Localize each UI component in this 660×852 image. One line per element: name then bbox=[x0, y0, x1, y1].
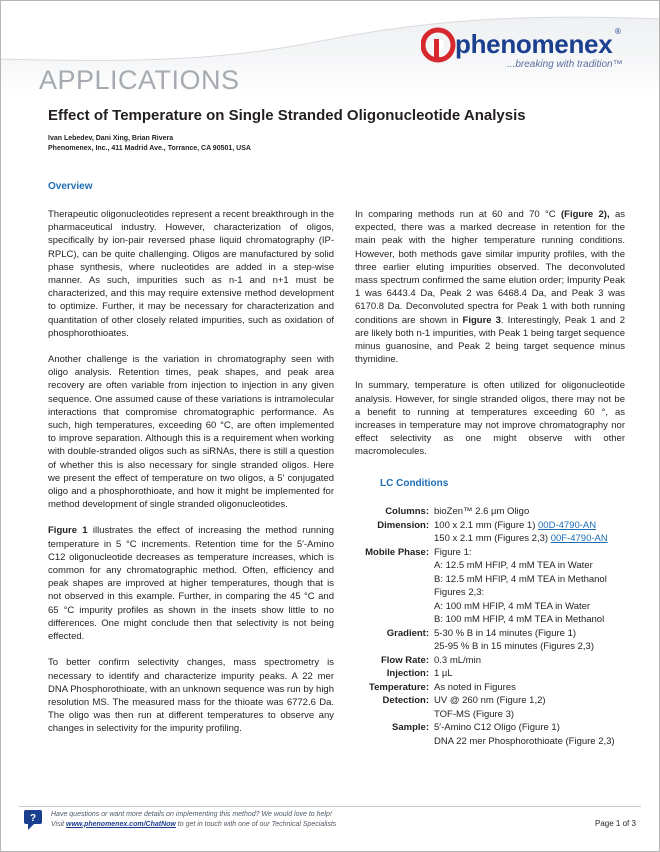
svg-text:?: ? bbox=[29, 813, 37, 824]
lc-conditions-heading: LC Conditions bbox=[380, 478, 449, 489]
lc-row-detection bbox=[353, 694, 638, 721]
paragraph: In summary, temperature is often utilized for oligonucleotide analysis. However, for single stranded oligos, there may not be a benefit to running at temperatures exceeding 60 °, as increases in temperature may not improve chromatography nor effect selectivity as one might observe with other macromolecules. bbox=[355, 380, 625, 458]
footer-line-2 bbox=[51, 820, 336, 830]
phenomenex-logo-icon bbox=[421, 27, 457, 63]
lc-value-line: A: 100 mM HFIP, 4 mM TEA in Water bbox=[434, 600, 591, 612]
overview-heading: Overview bbox=[48, 181, 93, 192]
chat-help-icon[interactable] bbox=[23, 809, 43, 831]
lc-label: Injection: bbox=[386, 668, 429, 679]
lc-label: Mobile Phase: bbox=[365, 546, 429, 558]
footer-divider bbox=[19, 806, 641, 807]
footer-help-text bbox=[51, 810, 336, 829]
author-names: Ivan Lebedev, Dani Xing, Brian Rivera bbox=[48, 135, 174, 142]
paragraph: Another challenge is the variation in chromatography seen with oligo analysis. Retention times, peak shapes, and peak area recovery are often variable from injection to injection in any given sequence. One assumed cause of these variations is intramolecular interactions that compromise chromatographic performance. As such, high temperatures, exceeding 60 °C, are often implemented to improve separation. Although this is a requirement when working with double-stranded oligos such as siRNAs, there is still a question of whether this is also necessary for single stranded oligos. Here we present the effect of temperature on two oligos, a 5′ conjugated oligo and a phosphorothioate, and how it might be implemented for method development of single stranded oligonucleotides. bbox=[48, 354, 334, 511]
lc-value-line: 25-95 % B in 15 minutes (Figures 2,3) bbox=[434, 641, 594, 652]
document-title: Effect of Temperature on Single Stranded Oligonucleotide Analysis bbox=[48, 107, 526, 124]
lc-value: 0.3 mL/min bbox=[434, 654, 481, 666]
lc-row-dimension bbox=[353, 519, 638, 546]
part-number-link[interactable]: 00D-4790-AN bbox=[538, 519, 597, 531]
figure-ref: Figure 3 bbox=[462, 314, 501, 326]
lc-value-line: TOF-MS (Figure 3) bbox=[434, 708, 515, 720]
footer-text-part: Visit bbox=[51, 820, 67, 828]
left-column bbox=[48, 208, 334, 749]
lc-value bbox=[434, 546, 638, 627]
lc-value-text: 150 x 2.1 mm (Figures 2,3) bbox=[434, 533, 551, 544]
lc-row-mobile-phase bbox=[353, 546, 638, 627]
lc-value bbox=[434, 627, 638, 654]
lc-value-line: 5-30 % B in 14 minutes (Figure 1) bbox=[434, 627, 577, 639]
lc-label: Detection: bbox=[382, 695, 429, 706]
authors-block bbox=[48, 134, 251, 154]
paragraph bbox=[355, 208, 625, 366]
logo-tagline: ...breaking with tradition™ bbox=[507, 59, 623, 70]
paragraph-text: In comparing methods run at 60 and 70 °C bbox=[355, 209, 561, 220]
author-affiliation: Phenomenex, Inc., 411 Madrid Ave., Torrance, CA 90501, USA bbox=[48, 145, 251, 152]
phenomenex-logo[interactable] bbox=[421, 27, 641, 77]
lc-label: Gradient: bbox=[386, 627, 429, 639]
paragraph-text: . Interestingly, Peak 1 and 2 are likely both n-1 impurities, with Peak 1 being target sequence minus guanosine, and Peak 2 being target sequence minus thymidine. bbox=[355, 314, 625, 366]
figure-ref: Figure 1 bbox=[48, 525, 88, 537]
lc-value-text: 100 x 2.1 mm (Figure 1) bbox=[434, 519, 539, 531]
figure-ref: (Figure 2), bbox=[561, 209, 610, 220]
logo-text: phenomenex bbox=[455, 29, 613, 59]
lc-value-line: B: 12.5 mM HFIP, 4 mM TEA in Methanol bbox=[434, 573, 607, 585]
lc-label: Sample: bbox=[392, 722, 429, 733]
section-label: APPLICATIONS bbox=[39, 65, 240, 95]
lc-value-line: Figures 2,3: bbox=[434, 587, 485, 598]
part-number-link[interactable]: 00F-4790-AN bbox=[550, 533, 608, 544]
lc-value: bioZen™ 2.6 µm Oligo bbox=[434, 506, 530, 517]
paragraph-text: illustrates the effect of increasing the method running temperature in 5 °C increments. Retention time for the 5′-Amino C12 oligonucleotide decreases as temperature increases, which is common for any chromatographic method. Often, efficiency and peak shapes are improved at higher temperatures, though that is not observed in this example. Further, in comparing the 45 °C and 65 °C impurity profiles as shown in the insets show little to no differences. One might conclude then that selectivity is not being effected. bbox=[48, 525, 334, 643]
lc-value: 1 µL bbox=[434, 668, 453, 679]
lc-value-line: DNA 22 mer Phosphorothioate (Figure 2,3) bbox=[434, 735, 615, 747]
lc-row-injection bbox=[353, 667, 638, 681]
lc-value-line: Figure 1: bbox=[434, 546, 472, 558]
lc-label: Dimension: bbox=[377, 519, 429, 531]
paragraph: Therapeutic oligonucleotides represent a recent breakthrough in the pharmaceutical industry. However, characterization of oligos, specifically by ion-pair reversed phase liquid chromatography (IP-RPLC), can be quite challenging. Oligos are manufactured by solid phase synthesis, where nucleotides are added in a step-wise manner. As such, impurities such as n-1 and n+1 must be characterized, and this may require extensive method development to optimize. Further, it may be necessary for characterization and quantitation of other closely related impurities, such as oxidation of phosphorothioates. bbox=[48, 209, 334, 339]
paragraph bbox=[48, 524, 334, 643]
lc-row-temperature bbox=[353, 681, 638, 695]
lc-value-line: B: 100 mM HFIP, 4 mM TEA in Methanol bbox=[434, 614, 605, 625]
lc-row-flow-rate bbox=[353, 654, 638, 668]
lc-row-gradient bbox=[353, 627, 638, 654]
lc-label: Temperature: bbox=[368, 681, 429, 693]
lc-value: As noted in Figures bbox=[434, 681, 516, 693]
lc-value bbox=[434, 519, 638, 546]
footer-line-1: Have questions or want more details on implementing this method? We would love to help! bbox=[51, 811, 332, 818]
chat-now-link[interactable]: www.phenomenex.com/ChatNow bbox=[66, 820, 176, 828]
lc-value bbox=[434, 694, 638, 721]
paragraph: To better confirm selectivity changes, mass spectrometry is necessary to identify and characterize impurity peaks. A 22 mer DNA Phosphorothioate, with an unknown sequence was run by high resolution MS. The measured mass for the thioate was 6772.6 Da. The oligo was then run at different temperatures to observe any changes in selectivity for the impurity profiling. bbox=[48, 657, 334, 735]
lc-value-line: 5′-Amino C12 Oligo (Figure 1) bbox=[434, 722, 560, 733]
footer-text-part: to get in touch with one of our Technical Specialists bbox=[175, 820, 337, 828]
lc-label: Flow Rate: bbox=[380, 654, 429, 666]
lc-value-line: UV @ 260 nm (Figure 1,2) bbox=[434, 695, 546, 706]
lc-row-sample bbox=[353, 721, 638, 748]
right-column bbox=[355, 208, 625, 472]
logo-registered-mark: ® bbox=[615, 27, 621, 36]
lc-conditions-table bbox=[353, 505, 638, 748]
paragraph-text: as expected, there was a marked decrease in retention for the main peak with the higher temperature running conditions. However, both methods gave similar impurity profiles, with the three earlier eluting impurities observed. The deconvoluted mass spectrum confirmed the same elution order; Impurity Peak 1 was 6443.4 Da, Peak 2 was 6468.4 Da, and Peak 3 was 6170.8 Da. Deconvoluted spectra for Peak 1 with both running conditions are shown in bbox=[355, 209, 625, 326]
lc-value-line: A: 12.5 mM HFIP, 4 mM TEA in Water bbox=[434, 560, 593, 571]
page-number: Page 1 of 3 bbox=[595, 819, 636, 828]
lc-label: Columns: bbox=[385, 506, 429, 517]
lc-value bbox=[434, 721, 638, 748]
lc-row-columns bbox=[353, 505, 638, 519]
